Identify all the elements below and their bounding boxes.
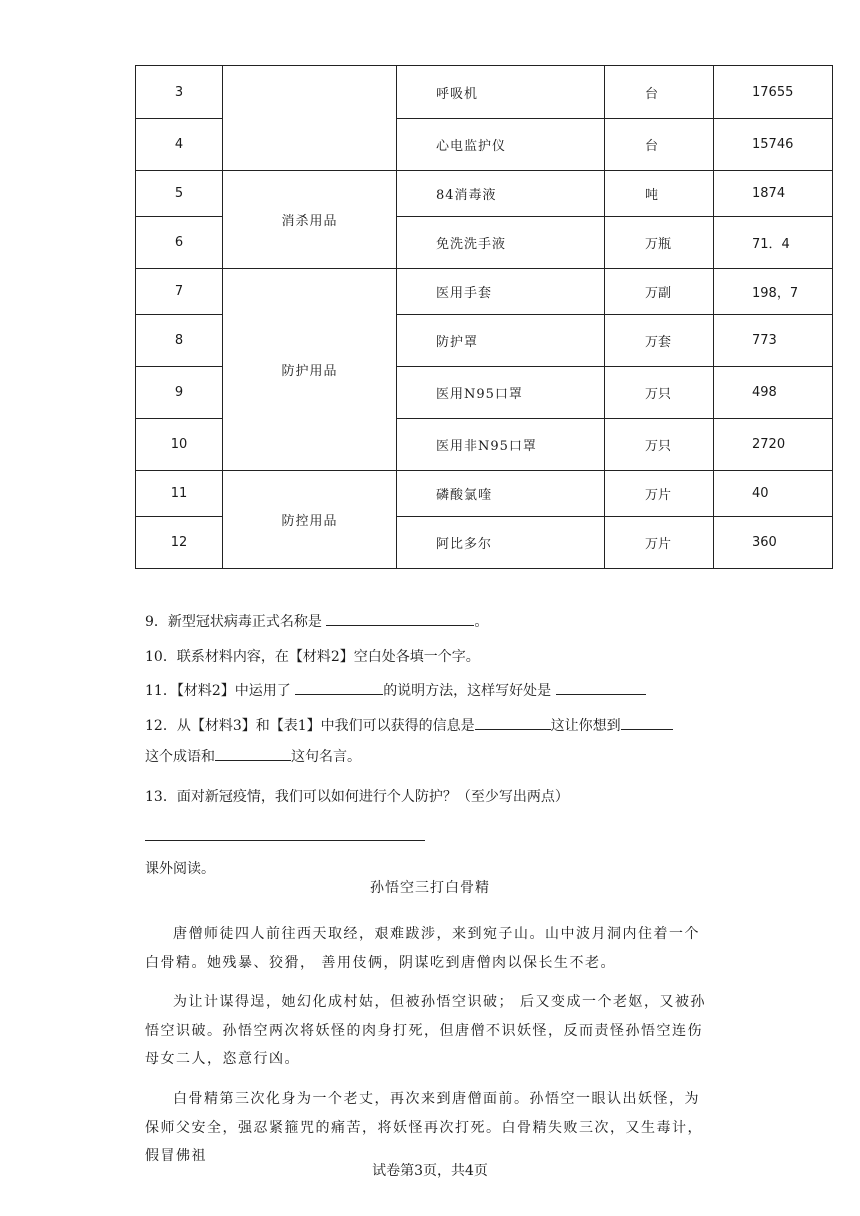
item-name: 医用N95口罩 <box>397 367 605 419</box>
story-paragraph: 为让计谋得逞，她幻化成村姑，但被孙悟空识破； 后又变成一个老妪，又被孙悟空识破。孙悟空两次将妖怪的肉身打死，但唐僧不识妖怪，反而责怪孙悟空连伤母女二人，恣意行凶。 <box>145 994 706 1067</box>
item-name: 医用手套 <box>397 269 605 315</box>
row-number: 11 <box>136 471 223 517</box>
item-quantity: 71．4 <box>714 217 833 269</box>
category-cell: 防护用品 <box>223 269 397 471</box>
category-cell: 防控用品 <box>223 471 397 569</box>
item-quantity: 360 <box>714 517 833 569</box>
question-9 <box>145 611 488 631</box>
category-cell: 消杀用品 <box>223 171 397 269</box>
story-paragraph: 白骨精第三次化身为一个老丈，再次来到唐僧面前。孙悟空一眼认出妖怪，为保师父安全，强忍紧箍咒的痛苦，将妖怪再次打死。白骨精失败三次，又生毒计，假冒佛祖 <box>145 1091 703 1164</box>
item-unit: 台 <box>605 119 714 171</box>
item-quantity: 198，7 <box>714 269 833 315</box>
row-number: 8 <box>136 315 223 367</box>
answer-blank[interactable] <box>621 715 673 730</box>
item-quantity: 40 <box>714 471 833 517</box>
answer-blank[interactable] <box>326 611 474 626</box>
table-row <box>136 471 833 517</box>
table-row <box>136 66 833 119</box>
item-unit: 万套 <box>605 315 714 367</box>
question-12-part-b: 这让你想到 <box>550 718 621 734</box>
story-paragraph: 唐僧师徒四人前往西天取经，艰难跋涉，来到宛子山。山中波月洞内住着一个白骨精。她残暴、狡猾， 善用伎俩，阴谋吃到唐僧肉以保长生不老。 <box>145 926 700 971</box>
item-unit: 万只 <box>605 367 714 419</box>
item-name: 呼吸机 <box>397 66 605 119</box>
row-number: 3 <box>136 66 223 119</box>
answer-blank[interactable] <box>475 715 551 730</box>
item-quantity: 17655 <box>714 66 833 119</box>
item-quantity: 15746 <box>714 119 833 171</box>
item-quantity: 1874 <box>714 171 833 217</box>
item-name: 84消毒液 <box>397 171 605 217</box>
row-number: 7 <box>136 269 223 315</box>
item-unit: 台 <box>605 66 714 119</box>
item-unit: 万瓶 <box>605 217 714 269</box>
item-name: 医用非N95口罩 <box>397 419 605 471</box>
table-row <box>136 171 833 217</box>
item-quantity: 773 <box>714 315 833 367</box>
row-number: 6 <box>136 217 223 269</box>
answer-blank[interactable] <box>215 746 291 761</box>
question-9-end: 。 <box>474 614 489 630</box>
question-12-part-d: 这句名言。 <box>291 749 361 765</box>
question-10: 10．联系材料内容，在【材料2】空白处各填一个字。 <box>145 649 480 665</box>
item-name: 心电监护仪 <box>397 119 605 171</box>
item-unit: 万片 <box>605 471 714 517</box>
question-11 <box>145 680 646 700</box>
answer-blank[interactable] <box>556 680 646 695</box>
category-cell <box>223 66 397 171</box>
item-unit: 万片 <box>605 517 714 569</box>
question-12-line-1 <box>145 715 673 735</box>
item-quantity: 2720 <box>714 419 833 471</box>
item-unit: 吨 <box>605 171 714 217</box>
story-title: 孙悟空三打白骨精 <box>370 880 490 896</box>
question-11-part-a: 11．【材料2】中运用了 <box>145 683 291 699</box>
item-unit: 万只 <box>605 419 714 471</box>
question-11-part-b: 的说明方法，这样写好处是 <box>383 683 552 699</box>
item-name: 磷酸氯喹 <box>397 471 605 517</box>
row-number: 10 <box>136 419 223 471</box>
item-name: 阿比多尔 <box>397 517 605 569</box>
row-number: 9 <box>136 367 223 419</box>
item-name: 免洗洗手液 <box>397 217 605 269</box>
row-number: 12 <box>136 517 223 569</box>
question-12-line-2 <box>145 746 361 766</box>
question-13: 13．面对新冠疫情，我们可以如何进行个人防护？（至少写出两点） <box>145 789 569 805</box>
item-name: 防护罩 <box>397 315 605 367</box>
page-footer: 试卷第3页，共4页 <box>372 1163 488 1179</box>
answer-blank[interactable] <box>295 680 383 695</box>
question-12-part-a: 12．从【材料3】和【表1】中我们可以获得的信息是 <box>145 718 475 734</box>
row-number: 5 <box>136 171 223 217</box>
item-unit: 万副 <box>605 269 714 315</box>
supplies-table <box>135 65 833 569</box>
table-row <box>136 269 833 315</box>
question-12-part-c: 这个成语和 <box>145 749 215 765</box>
item-quantity: 498 <box>714 367 833 419</box>
row-number: 4 <box>136 119 223 171</box>
section-label: 课外阅读。 <box>145 861 215 877</box>
answer-line[interactable] <box>145 840 425 841</box>
question-9-text: 9．新型冠状病毒正式名称是 <box>145 614 322 630</box>
